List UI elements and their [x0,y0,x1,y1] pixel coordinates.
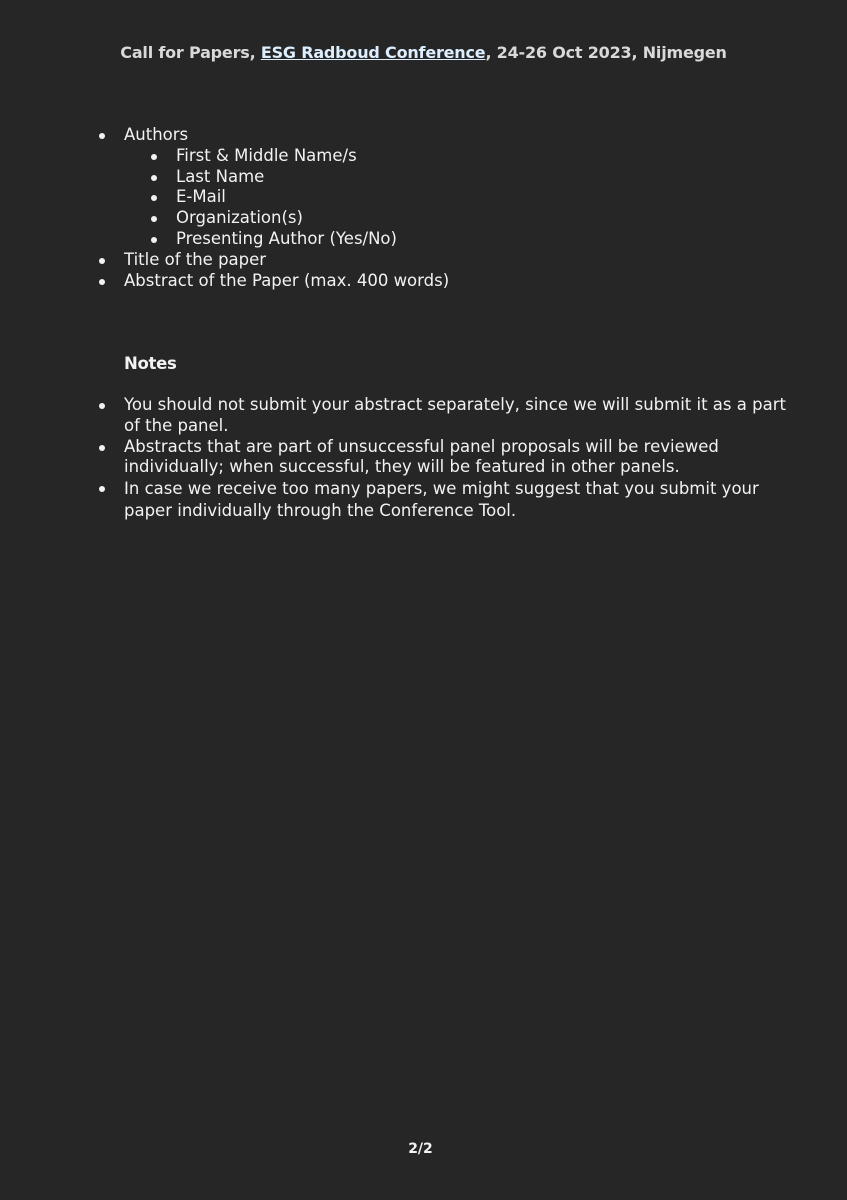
list-item: Organization(s) [176,208,804,229]
list-item-abstract: Abstract of the Paper (max. 400 words) [124,271,804,292]
notes-list [124,395,804,522]
list-item: Last Name [176,167,804,188]
header-prefix: Call for Papers, [120,43,261,62]
note-item: Abstracts that are part of unsuccessful panel proposals will be reviewed individually; when successful, they will be featured in other panels. [124,437,804,479]
note-item: You should not submit your abstract separately, since we will submit it as a part of the panel. [124,395,804,437]
page-header [0,43,847,62]
author-fields-list [176,146,804,250]
page-number: 2/2 [408,1141,433,1157]
header-suffix: , 24-26 Oct 2023, Nijmegen [485,43,727,62]
notes-heading: Notes [124,354,177,373]
list-item-title: Title of the paper [124,250,804,271]
list-item: E-Mail [176,187,804,208]
list-item-authors [124,125,804,250]
list-item: Presenting Author (Yes/No) [176,229,804,250]
conference-link[interactable]: ESG Radboud Conference [260,43,486,62]
note-item: In case we receive too many papers, we might suggest that you submit your paper individually through the Conference Tool. [124,478,804,522]
list-item: First & Middle Name/s [176,146,804,167]
authors-label: Authors [124,125,189,144]
requirements-list [124,125,804,291]
